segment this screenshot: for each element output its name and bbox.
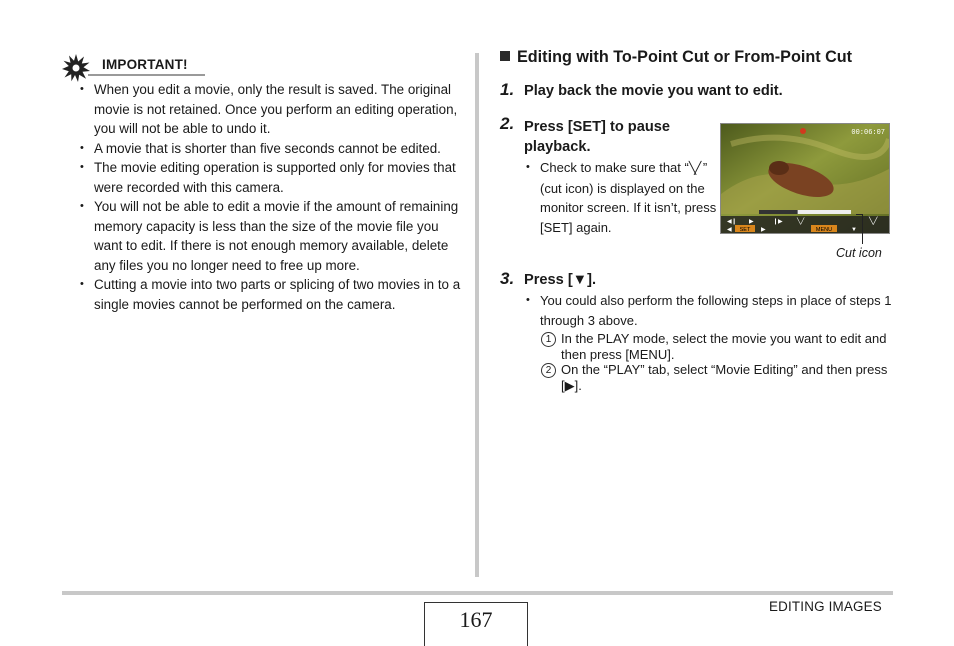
step-title: Press [▼]. [524, 272, 597, 288]
step-title: Play back the movie you want to edit. [524, 83, 783, 99]
column-divider [475, 53, 479, 577]
footer-rule [62, 591, 893, 595]
list-item: • Cutting a movie into two parts or splicing of two movies in to a single movies cannot be performed on the camera. [78, 275, 464, 314]
callout-line [862, 214, 863, 244]
substep-text: In the PLAY mode, select the movie you want to edit and then press [MENU]. [561, 331, 887, 362]
rec-icon [800, 128, 806, 134]
substep-text: On the “PLAY” tab, select “Movie Editing” and then press [▶]. [561, 362, 888, 393]
step-bullet [524, 158, 730, 237]
circled-number-icon: 1 [541, 332, 556, 347]
step-number: 2. [500, 114, 515, 133]
chapter-label: EDITING IMAGES [769, 599, 882, 614]
step-forward-icon: ❙▶ [773, 219, 783, 225]
right-arrow-icon: ▶ [761, 227, 766, 233]
cut-icon: ╲╱ [688, 161, 700, 175]
left-arrow-icon: ◀ [727, 227, 732, 233]
bullet-text: ” (cut icon) is displayed on the monitor screen. If it isn’t, press [SET] again. [540, 160, 717, 235]
step-back-icon: ◀❙ [727, 219, 737, 225]
down-arrow-icon: ▼ [851, 227, 857, 233]
step-title: Press [SET] to pause playback. [524, 119, 670, 155]
list-item: • When you edit a movie, only the result is saved. The original movie is not retained. Once you perform an editing operation, you will not be able to undo it. [78, 80, 464, 139]
important-heading: IMPORTANT! [102, 57, 188, 72]
cut-mark-icon: ╲╱ [797, 219, 805, 225]
play-icon: ▶ [749, 219, 754, 225]
list-item: • A movie that is shorter than five seconds cannot be edited. [78, 139, 464, 159]
important-list [78, 80, 464, 314]
menu-button-label: MENU [815, 227, 833, 233]
time-counter: 00:06:07 [851, 129, 885, 137]
list-item: • The movie editing operation is supported only for movies that were recorded with this camera. [78, 158, 464, 197]
progress-fill [759, 210, 798, 214]
cut-icon-onscreen: ╲╱ [869, 218, 878, 225]
circled-number-icon: 2 [541, 363, 556, 378]
animal-head [769, 161, 789, 175]
step-number: 1. [500, 80, 515, 99]
important-underline [88, 74, 205, 76]
list-item: • You will not be able to edit a movie if the amount of remaining memory capacity is less than the size of the movie file you want to edit. If there is not enough memory available, delete any files you no longer need to free up more. [78, 197, 464, 275]
set-button-label: SET [739, 227, 751, 233]
bullet-text: Check to make sure that “ [540, 160, 689, 175]
section-heading [500, 48, 852, 67]
substep [541, 362, 911, 394]
monitor-screenshot [720, 123, 890, 234]
step-bullet: • You could also perform the following steps in place of steps 1 through 3 above. [524, 291, 900, 330]
burst-icon [62, 54, 90, 82]
substep [541, 331, 911, 363]
step-number: 3. [500, 269, 515, 288]
section-title-text: Editing with To-Point Cut or From-Point Cut [517, 48, 853, 66]
square-bullet-icon [500, 51, 510, 61]
page-number: 167 [459, 607, 493, 632]
cut-icon-caption: Cut icon [836, 246, 882, 260]
